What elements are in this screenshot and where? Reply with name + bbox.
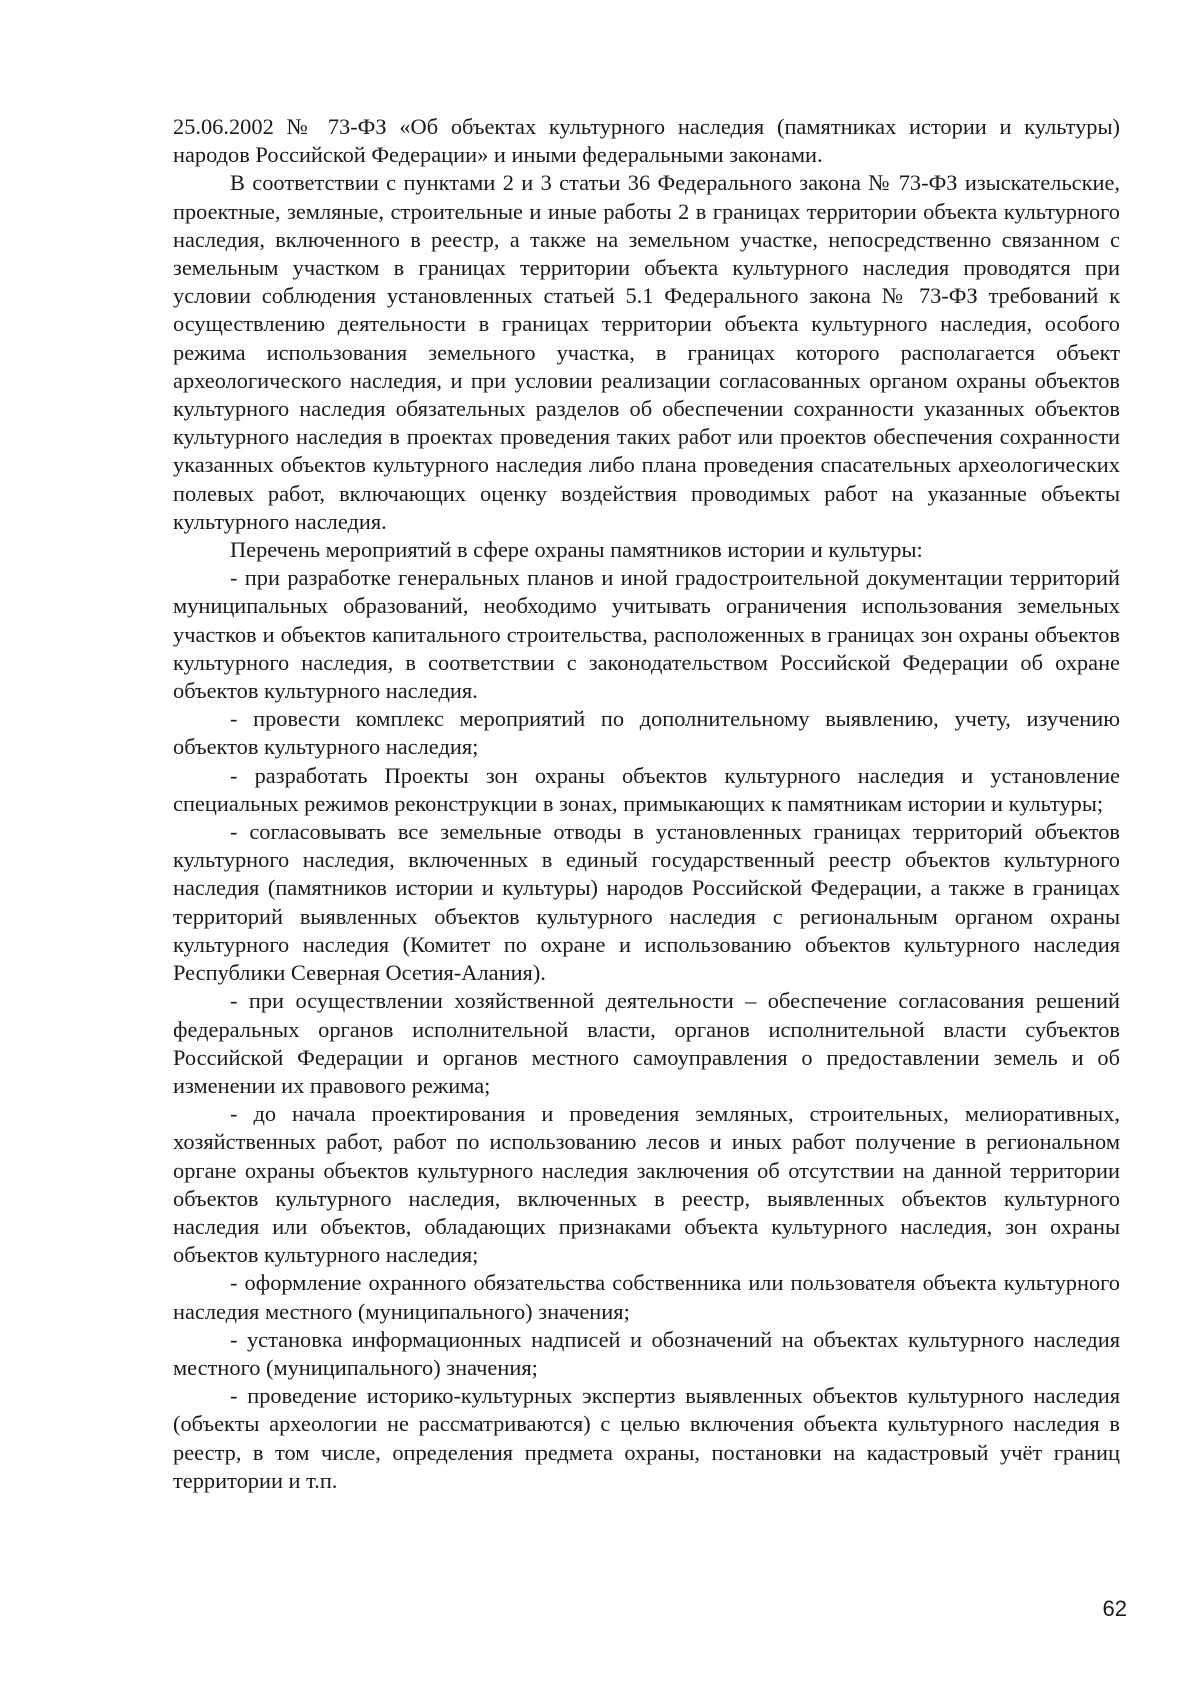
list-item-master-plans: - при разработке генеральных планов и иной градостроительной документации территорий муниципальных образований, необходимо учитывать ограничения использования земельных участков и объектов капитального строительства, расположенных в границах зон охраны объектов культурного наследия, в соответствии с законодательством Российской Федерации об охране объектов культурного наследия.: [173, 565, 1120, 704]
list-item-economic-activity: - при осуществлении хозяйственной деятельности – обеспечение согласования решений федеральных органов исполнительной власти, органов исполнительной власти субъектов Российской Федерации и органов местного самоуправления о предоставлении земель и об изменении их правового режима;: [173, 988, 1120, 1098]
list-item-identification: - провести комплекс мероприятий по дополнительному выявлению, учету, изучению объектов культурного наследия;: [173, 706, 1120, 760]
page-number: 62: [1102, 1596, 1127, 1621]
list-item-information-signs: - установка информационных надписей и обозначений на объектах культурного наследия местного (муниципального) значения;: [173, 1326, 1120, 1380]
paragraph-law-reference: 25.06.2002 № 73-ФЗ «Об объектах культурного наследия (памятниках истории и культуры) народов Российской Федерации» и иными федеральными законами.: [173, 114, 1120, 168]
list-item-protection-obligation: - оформление охранного обязательства собственника или пользователя объекта культурного наследия местного (муниципального) значения;: [173, 1270, 1120, 1324]
document-body: [173, 113, 1120, 1495]
paragraph-article-36: В соответствии с пунктами 2 и 3 статьи 36 Федерального закона № 73-ФЗ изыскательские, проектные, земляные, строительные и иные работы 2 в границах территории объекта культурного наследия, включенного в реестр, а также на земельном участке, непосредственно связанном с земельным участком в границах территории объекта культурного наследия проводятся при условии соблюдения установленных статьей 5.1 Федерального закона № 73-ФЗ требований к осуществлению деятельности в границах территории объекта культурного наследия, особого режима использования земельного участка, в границах которого располагается объект археологического наследия, и при условии реализации согласованных органом охраны объектов культурного наследия обязательных разделов об обеспечении сохранности указанных объектов культурного наследия в проектах проведения таких работ или проектов обеспечения сохранности указанных объектов культурного наследия либо плана проведения спасательных археологических полевых работ, включающих оценку воздействия проводимых работ на указанные объекты культурного наследия.: [173, 170, 1120, 534]
list-item-expertise: - проведение историко-культурных экспертиз выявленных объектов культурного наследия (объекты археологии не рассматриваются) с целью включения объекта культурного наследия в реестр, в том числе, определения предмета охраны, постановки на кадастровый учёт границ территории и т.п.: [173, 1383, 1120, 1493]
list-item-land-allotments: - согласовывать все земельные отводы в установленных границах территорий объектов культурного наследия, включенных в единый государственный реестр объектов культурного наследия (памятников истории и культуры) народов Российской Федерации, а также в границах территорий выявленных объектов культурного наследия с региональным органом охраны культурного наследия (Комитет по охране и использованию объектов культурного наследия Республики Северная Осетия-Алания).: [173, 819, 1120, 986]
list-item-protection-zones: - разработать Проекты зон охраны объектов культурного наследия и установление специальных режимов реконструкции в зонах, примыкающих к памятникам истории и культуры;: [173, 762, 1120, 816]
list-item-before-design: - до начала проектирования и проведения земляных, строительных, мелиоративных, хозяйственных работ, работ по использованию лесов и иных работ получение в региональном органе охраны объектов культурного наследия заключения об отсутствии на данной территории объектов культурного наследия, включенных в реестр, выявленных объектов культурного наследия или объектов, обладающих признаками объекта культурного наследия, зон охраны объектов культурного наследия;: [173, 1101, 1120, 1268]
paragraph-measures-heading: Перечень мероприятий в сфере охраны памятников истории и культуры:: [230, 537, 923, 563]
